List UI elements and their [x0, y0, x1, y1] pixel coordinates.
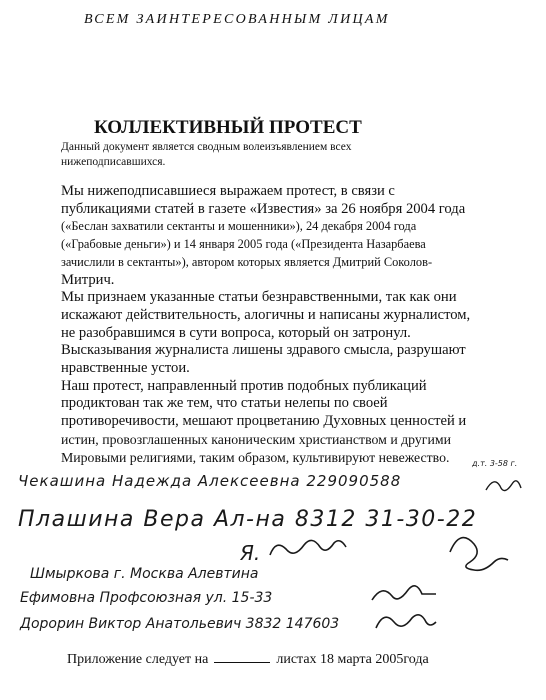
- handwritten-signature-mark: [486, 481, 521, 491]
- signature-line-4: Ефимовна Профсоюзная ул. 15-33: [20, 590, 273, 606]
- body-line: продиктован так же тем, что статьи нелепы по своей: [61, 395, 388, 412]
- document-title: КОЛЛЕКТИВНЫЙ ПРОТЕСТ: [94, 117, 362, 138]
- signature-line-2: Плашина Вера Ал-на 8312 31-30-22: [18, 507, 478, 532]
- footer-suffix: листах 18 марта 2005года: [276, 652, 429, 667]
- signature-line-1: Чекашина Надежда Алексеевна 229090588: [18, 472, 402, 490]
- body-line: истин, провозглашенных каноническим христианством и другими: [61, 431, 451, 447]
- intro-line: Данный документ является сводным волеизъявлением всех: [61, 141, 352, 153]
- signature-line-3: Шмыркова г. Москва Алевтина: [30, 566, 259, 582]
- body-line: зачислили в сектанты»), автором которых является Дмитрий Соколов-: [61, 254, 433, 269]
- body-line: Высказывания журналиста лишены здравого смысла, разрушают: [61, 342, 466, 359]
- body-line: Наш протест, направленный против подобных публикаций: [61, 377, 427, 394]
- body-line: искажают действительность, алогичны и написаны журналистом,: [61, 306, 471, 323]
- body-line: не разобравшимся в сути вопроса, который он затронул.: [61, 324, 411, 341]
- signature-note: д.т. 3-58 г.: [472, 459, 518, 468]
- sheet-count-blank: [214, 650, 270, 663]
- body-line: публикациями статей в газете «Известия» за 26 ноября 2004 года: [61, 200, 466, 217]
- body-line: Митрич.: [61, 271, 115, 288]
- intro-line: нижеподписавшихся.: [61, 156, 166, 168]
- handwritten-signature-mark: [450, 538, 508, 571]
- body-line: Мировыми религиями, таким образом, культивируют невежество.: [61, 449, 450, 465]
- signature-line-5: Дорорин Виктор Анатольевич 3832 147603: [20, 616, 340, 632]
- footer-line: [67, 650, 429, 668]
- handwritten-signature-mark: [270, 540, 346, 555]
- handwritten-signature-mark: [376, 615, 436, 628]
- body-line: Мы нижеподписавшиеся выражаем протест, в связи с: [61, 183, 395, 199]
- body-line: нравственные устои.: [61, 360, 190, 377]
- handwritten-signature-mark: [372, 586, 436, 600]
- footer-prefix: Приложение следует на: [67, 652, 209, 667]
- body-line: Мы признаем указанные статьи безнравственными, так как они: [61, 289, 457, 306]
- addressee-heading: ВСЕМ ЗАИНТЕРЕСОВАННЫМ ЛИЦАМ: [84, 12, 390, 27]
- signature-initial: Я.: [240, 541, 261, 565]
- body-line: («Беслан захватили сектанты и мошенники»), 24 декабря 2004 года: [61, 219, 417, 234]
- body-line: («Грабовые деньги») и 14 января 2005 года («Президента Назарбаева: [61, 237, 426, 252]
- body-line: противоречивости, мешают процветанию Духовных ценностей и: [61, 413, 467, 430]
